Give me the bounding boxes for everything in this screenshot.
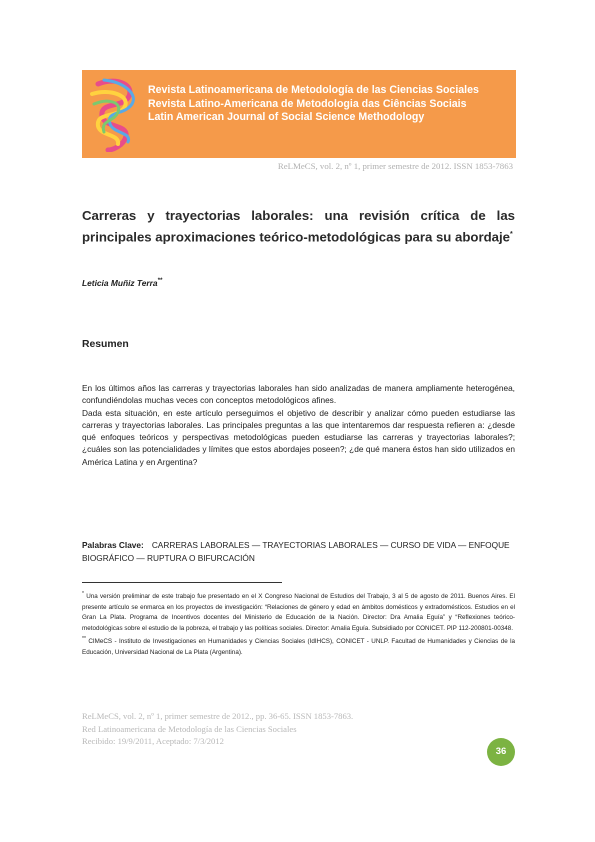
journal-names [148, 84, 514, 125]
footer-network: Red Latinoamericana de Metodología de las Ciencias Sociales [82, 723, 297, 734]
abstract-paragraph: En los últimos años las carreras y trayectorias laborales han sido analizadas de manera ampliamente heterogénea, confundiéndolas muchas veces con conceptos metodológicos afines. [82, 383, 515, 406]
abstract-paragraph: Dada esta situación, en este artículo perseguimos el objetivo de describir y analizar cómo pueden estudiarse las carreras y trayectorias laborales. Las principales preguntas a las que intentaremos dar respuesta refieren a: ¿desde qué enfoques teóricos y perspectivas metodológicas pueden estudiarse las carreras y trayectorias laborales?; ¿cuáles son las potencialidades y límites que estos abordajes poseen?; ¿de qué manera éstos han sido utilizados en América Latina y en Argentina? [82, 407, 515, 467]
footnotes [82, 589, 515, 659]
footnote-mark: ** [82, 636, 86, 643]
journal-name-es: Revista Latinoamericana de Metodología de las Ciencias Sociales [148, 84, 479, 96]
footer-dates: Recibido: 19/9/2011, Aceptado: 7/3/2012 [82, 736, 224, 747]
footnote-mark: * [82, 591, 84, 597]
abstract-body [82, 382, 515, 468]
page-footer [82, 710, 353, 748]
author-name: Leticia Muñiz Terra [82, 278, 158, 288]
article-title [82, 206, 515, 246]
page-number-badge: 36 [487, 738, 515, 766]
footer-citation: ReLMeCS, vol. 2, nº 1, primer semestre de 2012., pp. 36-65. ISSN 1853-7863. [82, 711, 354, 721]
keywords [82, 539, 515, 564]
footnote-text: CIMeCS - Instituto de Investigaciones en Humanidades y Ciencias Sociales (IdIHCS), CONICET - UNLP. Facultad de Humanidades y Ciencias de la Educación, Universidad Nacional de La Plata (Argentina). [82, 638, 515, 657]
footnote-1 [82, 589, 515, 634]
title-footnote-mark[interactable]: * [510, 231, 513, 238]
keywords-label: Palabras Clave: [82, 540, 144, 550]
footnote-text: Una versión preliminar de este trabajo fue presentado en el X Congreso Nacional de Estudios del Trabajo, 3 al 5 de agosto de 2011. Buenos Aires. El presente artículo se enmarca en los proyectos de investigación: “Relaciones de género y edad en ámbitos domésticos y extradomésticos. Estudios en el Gran La Plata. Programa de Incentivos docentes del Ministerio de Educación de la Nación. Director: Dra Amalia Eguía” y “Reflexiones teórico- metodológicas sobre el estudio de la pobreza, el trabajo y las políticas sociales. Director: Amalia Eguía. Subsidiado por CONICET. PIP 112-200801-00348. [82, 593, 516, 632]
footnote-divider [82, 582, 282, 583]
abstract-heading: Resumen [82, 339, 129, 350]
footnote-2 [82, 634, 515, 658]
journal-name-en: Latin American Journal of Social Science Methodology [148, 111, 425, 123]
author [82, 278, 162, 288]
ribbon-logo-icon [88, 76, 144, 152]
keywords-text: CARRERAS LABORALES — TRAYECTORIAS LABORALES — CURSO DE VIDA — ENFOQUE BIOGRÁFICO — RUPTURA O BIFURCACIÓN [82, 540, 510, 563]
article-title-text: Carreras y trayectorias laborales: una revisión crítica de las principales aproximaciones teórico-metodológicas para su abordaje [82, 208, 515, 245]
author-footnote-mark[interactable]: ** [157, 278, 163, 285]
journal-banner [82, 70, 516, 158]
journal-name-pt: Revista Latino-Americana de Metodologia das Ciências Sociais [148, 97, 467, 110]
header-citation: ReLMeCS, vol. 2, nº 1, primer semestre de 2012. ISSN 1853-7863 [277, 161, 513, 171]
